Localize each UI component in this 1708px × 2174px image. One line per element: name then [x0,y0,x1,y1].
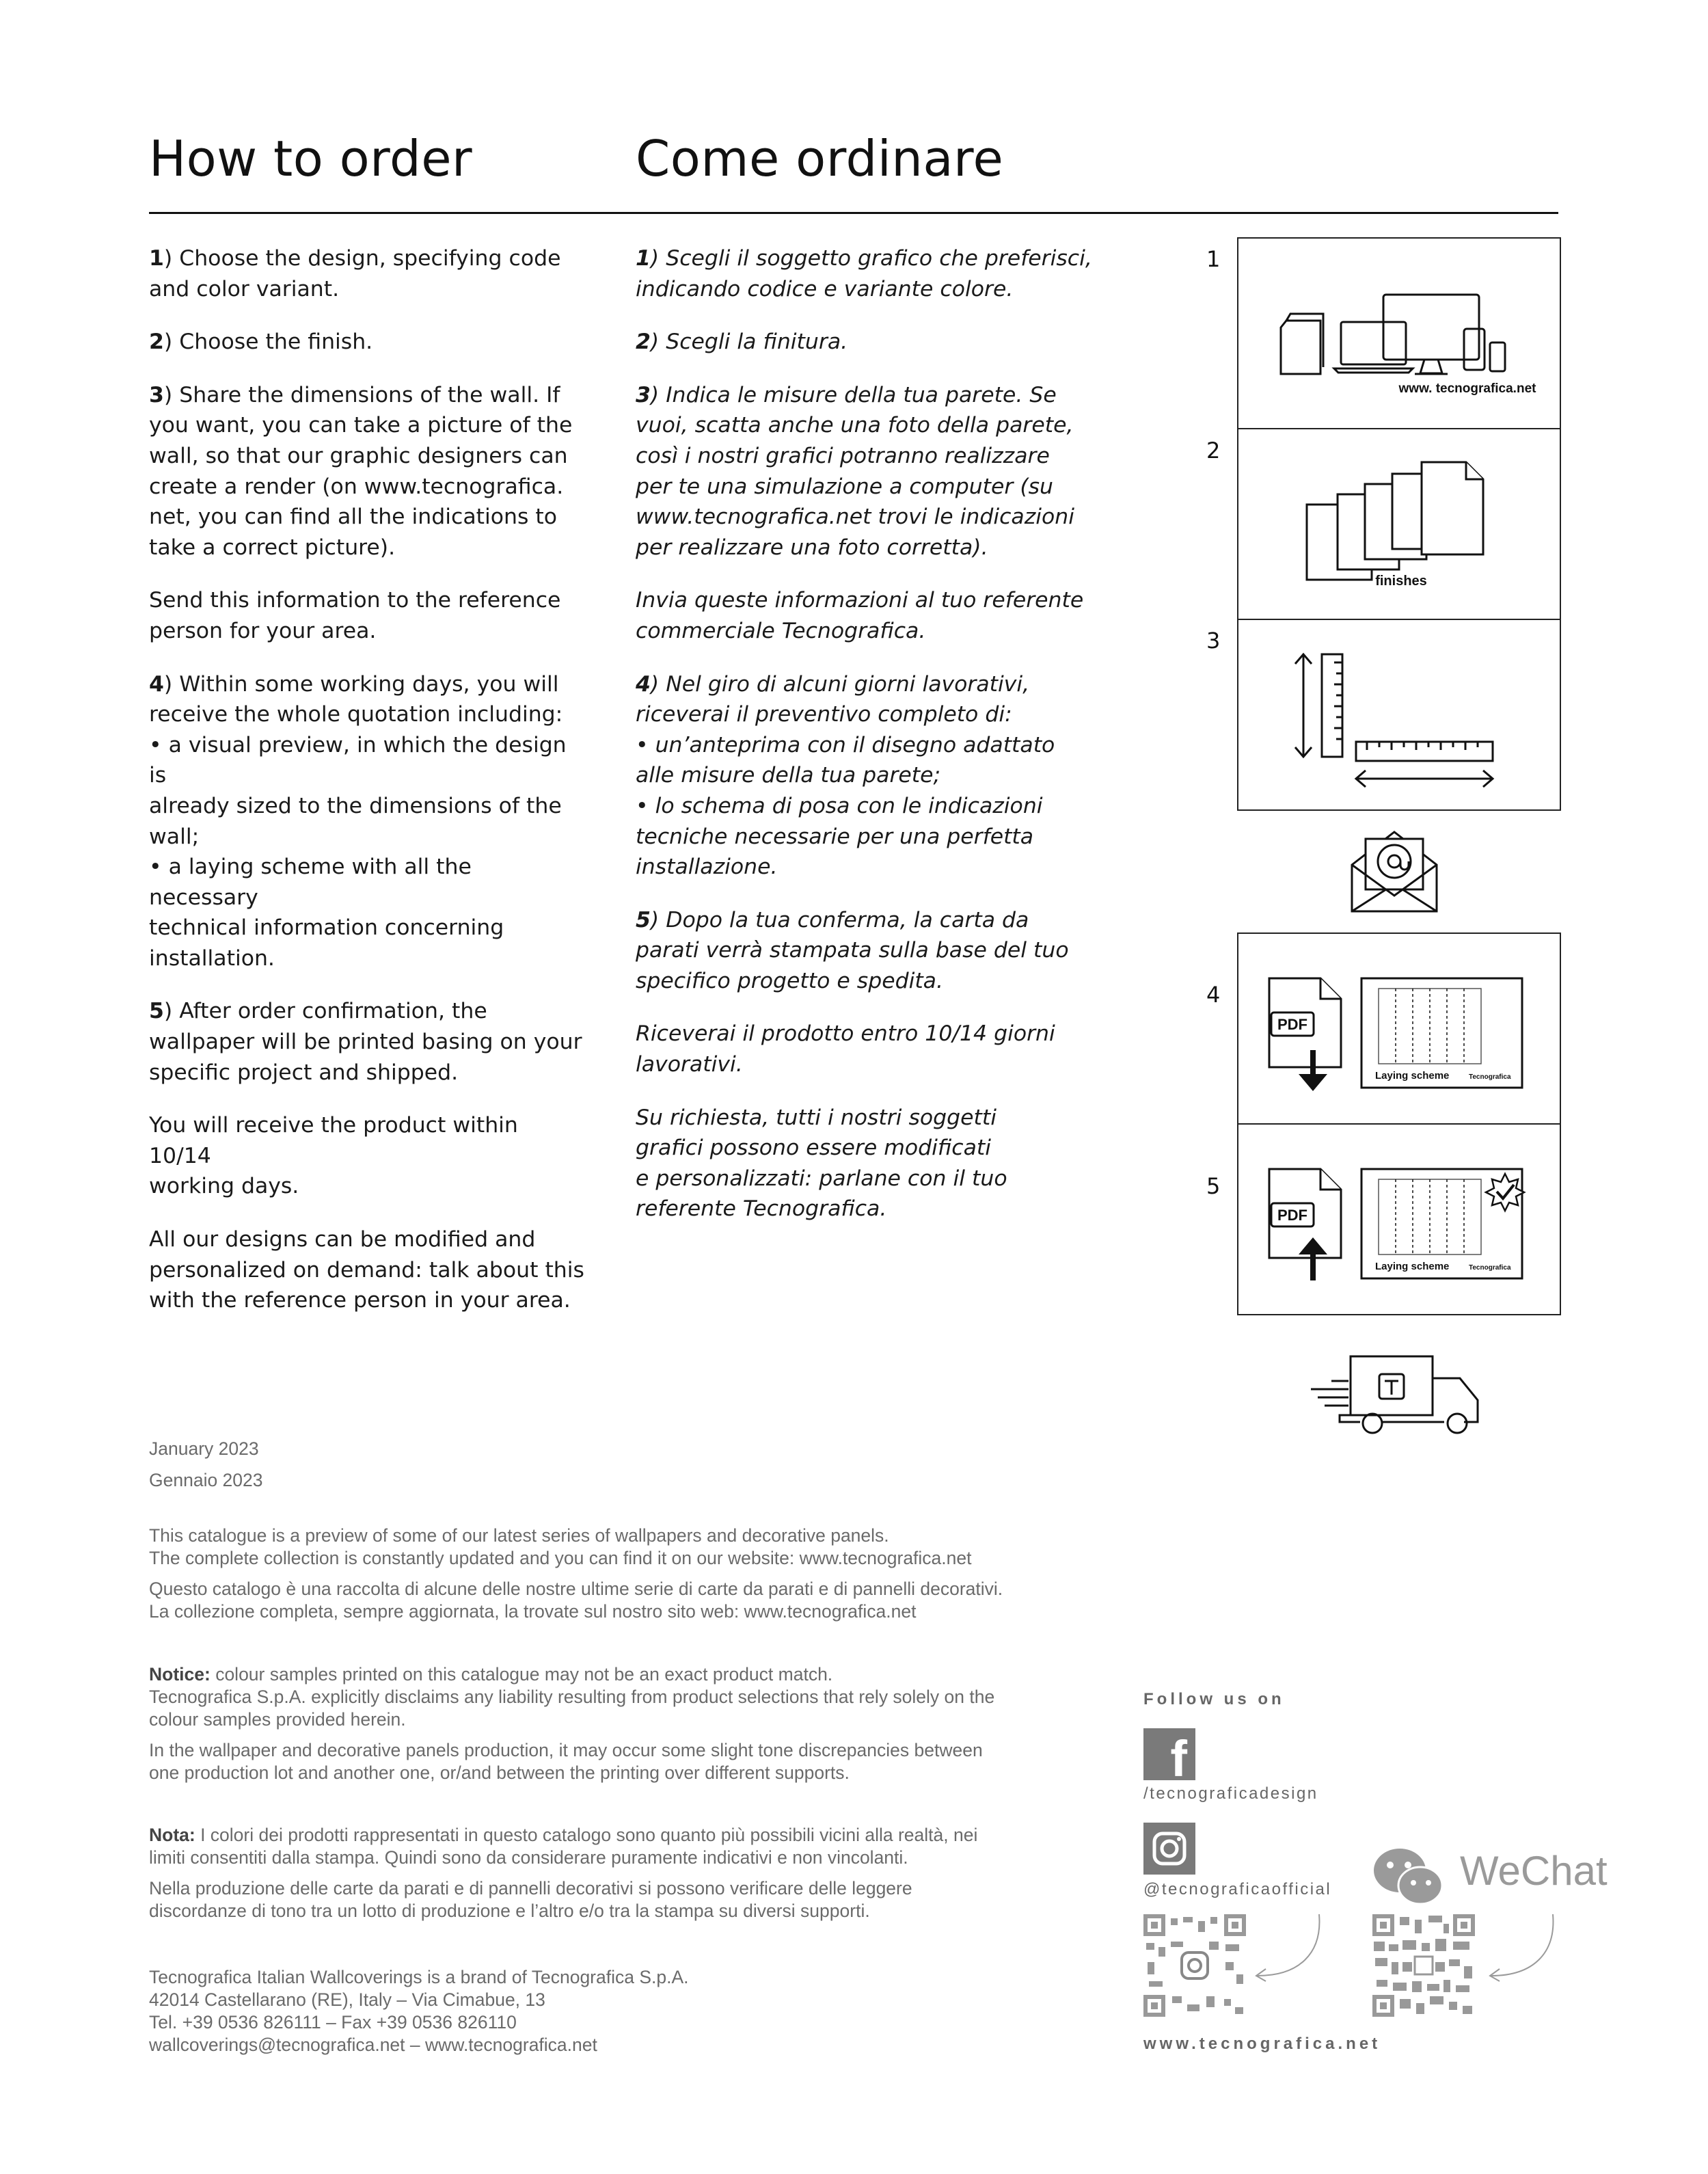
wechat-qr-code[interactable] [1372,1914,1475,2017]
wechat-qr-arrow-icon [1485,1913,1560,1988]
step-3-en: 3) Share the dimensions of the wall. If you want, you can take a picture of the wall, so that our graphic designers can create a render (on www.tecnografica. net, you can find all the indications to take a correct picture). [149,382,573,560]
website-label: www. tecnografica.net [1398,381,1536,396]
instagram-qr-code[interactable] [1143,1914,1246,2017]
delivery-time-en: You will receive the product within 10/14 working days. [149,1113,518,1199]
measure-icon [1238,620,1560,809]
step-number-3: 3 [1206,628,1221,654]
customization-en: All our designs can be modified and personalized on demand: talk about this with the reference person in your area. [149,1227,584,1313]
nota-it-production: Nella produzione delle carte da parati e di pannelli decorativi si possono verificare delle leggere discordanze di tono tra un lotto di produzione e l’altro e/o tra la stampa su diversi supporti. [149,1878,912,1921]
brand-mini-label: Tecnografica [1469,1073,1511,1081]
step-5-en: 5) After order confirmation, the wallpaper will be printed basing on your specific project and shipped. [149,999,582,1085]
company-info: Tecnografica Italian Wallcoverings is a brand of Tecnografica S.p.A. 42014 Castellarano (RE), Italy – Via Cimabue, 13 Tel. +39 0536 826111 – Fax +39 0536 826110 wallcoverings@tecnografica.net – www.tecnografica.net [149,1967,689,2055]
italian-instructions [636,243,1100,1247]
date-italian: Gennaio 2023 [149,1470,263,1490]
step-1-en: 1) Choose the design, specifying code and color variant. [149,246,561,301]
english-instructions [149,243,586,1339]
email-icon [1346,824,1442,916]
step-number-1: 1 [1206,246,1221,272]
approved-seal-icon [1486,1174,1524,1211]
laying-scheme-label-2: Laying scheme [1375,1261,1450,1272]
laying-scheme-label: Laying scheme [1375,1070,1450,1082]
step-4-en: 4) Within some working days, you will receive the whole quotation including: • a visual preview, in which the design is already sized to the dimensions of the wall; • a laying scheme with all the necessary technical information concerning installation. [149,671,567,971]
title-english: How to order [149,130,473,187]
step-2-it: 2) Scegli la finitura. [636,330,848,355]
finishes-stack-icon [1238,429,1560,619]
notice-en-production: In the wallpaper and decorative panels production, it may occur some slight tone discrepancies between one production lot and another one, or/and between the printing over different supports. [149,1740,983,1783]
title-italian: Come ordinare [636,130,1004,187]
pdf-label-2: PDF [1277,1207,1307,1224]
catalogue-note-en: This catalogue is a preview of some of our latest series of wallpapers and decorative panels. The complete collection is constantly updated and you can find it on our website: www.tecnografica.net [149,1525,972,1568]
step-2-en: 2) Choose the finish. [149,330,373,355]
date-english: January 2023 [149,1438,259,1459]
steps-box-top [1237,237,1561,811]
wechat-label: WeChat [1460,1848,1608,1894]
delivery-time-it: Riceverai il prodotto entro 10/14 giorni lavorativi. [636,1021,1055,1077]
delivery-truck-icon [1311,1354,1489,1439]
date-block [149,1433,263,1496]
pdf-upload-icon [1238,1125,1560,1314]
step-1-panel [1238,239,1560,429]
brand-mini-label-2: Tecnografica [1469,1264,1511,1272]
step-2-panel [1238,429,1560,620]
devices-icon [1238,239,1560,428]
step-5-it: 5) Dopo la tua conferma, la carta da parati verrà stampata sulla base del tuo specifico progetto e spedita. [636,907,1069,993]
step-number-2: 2 [1206,438,1221,464]
customization-it: Su richiesta, tutti i nostri soggetti grafici possono essere modificati e personalizzati: parlane con il tuo referente Tecnografica. [636,1105,1007,1222]
step-4-it: 4) Nel giro di alcuni giorni lavorativi, riceverai il preventivo completo di: • un’anteprima con il disegno adattato alle misure della tua parete; • lo schema di posa con le indicazioni tecniche necessarie per una perfetta installazione. [636,671,1055,880]
catalogue-note [149,1525,1106,1631]
facebook-handle[interactable]: /tecnograficadesign [1143,1784,1318,1803]
step-number-4: 4 [1206,982,1221,1008]
website-link[interactable]: www.tecnografica.net [1143,2035,1381,2053]
pdf-label: PDF [1277,1016,1307,1033]
step-number-5: 5 [1206,1173,1221,1199]
step-3-panel [1238,620,1560,809]
nota-it: Nota: I colori dei prodotti rappresentati in questo catalogo sono quanto più possibili vicini alla realtà, nei limiti consentiti dalla stampa. Quindi sono da considerare puramente indicativi e non vincolanti. [149,1825,978,1868]
title-divider [149,212,1558,214]
steps-box-bottom [1237,932,1561,1315]
notice-en: Notice: colour samples printed on this catalogue may not be an exact product match. Tecnografica S.p.A. explicitly disclaims any liability resulting from product selections that rely solely on the colour samples provided herein. [149,1664,995,1730]
instagram-qr-arrow-icon [1251,1913,1326,1988]
finishes-label: finishes [1375,574,1427,589]
step-3-it: 3) Indica le misure della tua parete. Se vuoi, scatta anche una foto della parete, così i nostri grafici potranno realizzare per te una simulazione a computer (su www.tecnografica.net trovi le indicazioni per realizzare una foto corretta). [636,382,1074,560]
catalogue-note-it: Questo catalogo è una raccolta di alcune delle nostre ultime serie di carte da parati e di pannelli decorativi. La collezione completa, sempre aggiornata, la trovate sul nostro sito web: www.tecnografica.net [149,1579,1003,1622]
step-5-panel [1238,1125,1560,1314]
step-1-it: 1) Scegli il soggetto grafico che preferisci, indicando codice e variante colore. [636,246,1092,301]
nota-block [149,1824,1106,1931]
pdf-download-icon [1238,934,1560,1123]
wechat-icon[interactable] [1371,1844,1446,1909]
follow-us-label: Follow us on [1143,1690,1285,1708]
instagram-icon[interactable] [1143,1823,1195,1875]
facebook-icon[interactable]: f [1143,1728,1195,1780]
instagram-handle[interactable]: @tecnograficaofficial [1143,1880,1332,1898]
send-info-en: Send this information to the reference person for your area. [149,588,561,643]
step-4-panel [1238,934,1560,1125]
notice-block [149,1663,1106,1793]
send-info-it: Invia queste informazioni al tuo referente commerciale Tecnografica. [636,588,1084,643]
